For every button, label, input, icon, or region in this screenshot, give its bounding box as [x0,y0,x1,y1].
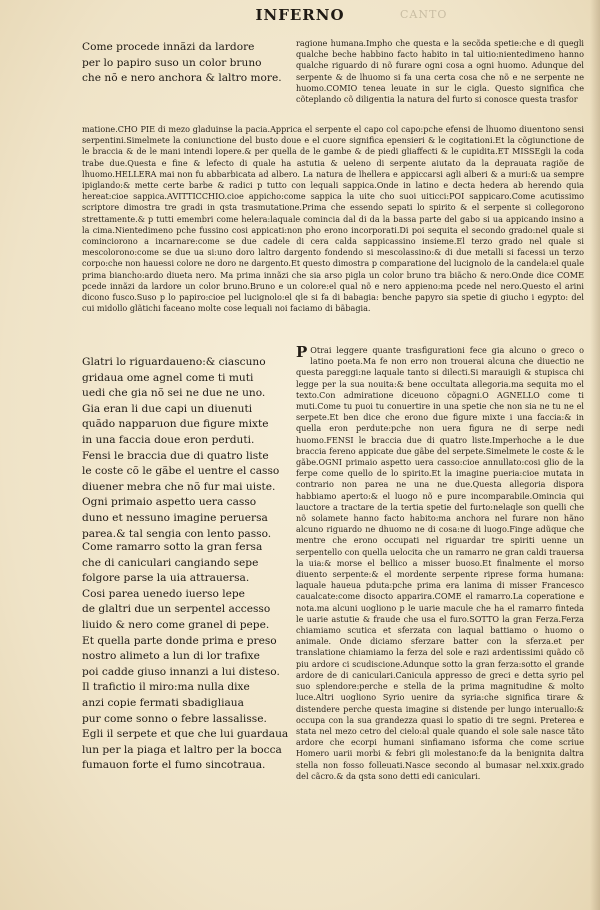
verse-line: le coste cõ le gãbe el uentre el casso [82,465,280,478]
verse-line: fumauon forte el fumo sincotraua. [82,759,266,772]
verse-line: liuido & nero come granel di pepe. [82,618,270,631]
verse-line: in una faccia doue eron perduti. [82,433,255,446]
verse-line: Come procede innãzi da lardore [82,41,255,53]
commentary-text: matione.CHO PIE di mezo gladuinse la pacia.Apprica el serpente el capo col capo:pche efensi de lhuomo diuentono sensi serpentini.Simelmete la coniunctione del busto doue e el cuore significa epensieri & le cogitationi.Et la cõgiunctione de le braccia & de le mani intendi lopere.& per quella de le gambe & de piedi gliaffecti & le cupidita.ET MISSEgli la coda trabe due.Questa e fine & lefecto di quale ha astutia & ueleno di serpente aiutato da la deprauata ragiõe de lhuomo.HELLERA mai non fu abbarbicata ad albero. La natura de lhellera e appiccarsi agli alberi & a muri:& ua sempre ipiglando:& mette certe barbe & radici p tutto con lequali sappica.Onde in latino e decta hedera ab herendo quia hereat:cioe sappica.AVITTICCHIO.cioe appicho:come sappica la uite cho suoi uiticci:POI sappicaro.Come acutissimo scriptore dimostra tre gradi in qsta trasmutatione.Prima che essendo sepati lo spirito & el serpente si collegorono strettamente.& p tutti emembri come helera:laquale comincia dal di da la bassa parte del gabo si ua appicando insino a la cima.Nientedimeno pche fussino cosi appicati:non pho erono incorporati.Di poi sequita el secondo grado:nel quale si cominciorono a incarnare:come se due cadele di cera calda sappicassino insieme.El terzo grado nel quale si mescolorono:come se due ua si:uno doro laltro dargento fondendo si mescolassino:& di due metalli si facessi un terzo corpo:che non hauessi colore ne doro ne dargento.Et questo dimostra p comparatione del lucignolo de la candela:el quale prima biancho:ardo diueta nero. Ma prima innãzi che sia arso pigla un color bruno tra biãcho & nero.Onde dice COME pcede innãzi da lardore un color bruno.Bruno e un colore:el qual nõ e nero appieno:ma pcede nel nero.Questo el arini dicono fusco.Suso p lo papiro:cioe pel lucignolo:el qle si fa di babagia: benche papyro sia spetie di giucho i egypto: del cui midollo glãtichi faceano molte cose lequali noi faciamo di bãbagia. [82,124,584,314]
page-edge-shadow [590,0,600,910]
bleed-through-text: CANTO [400,8,448,21]
verse-line: nostro alimeto a lun di lor trafixe [82,650,260,663]
verse-line: uedi che gia nõ sei ne due ne uno. [82,387,266,400]
verse-block-1 [82,40,292,87]
verse-line: per lo papiro suso un color bruno [82,56,262,69]
verse-line: Come ramarro sotto la gran fersa [82,541,263,553]
commentary-full-width [82,124,584,348]
page-title: INFERNO [255,6,345,24]
verse-line: pur come sonno o febre lassalisse. [82,712,267,725]
verse-line: Glatri lo riguardaueno:& ciascuno [82,356,266,368]
drop-initial: P [296,345,308,361]
verse-line: che nõ e nero anchora & laltro more. [82,72,282,85]
verse-line: Fensi le braccia due di quatro liste [82,449,269,462]
verse-line: Egli il serpete et que che lui guardaua [82,728,289,741]
verse-block-2 [82,355,292,542]
verse-line: anzi copie fermati sbadigliaua [82,696,244,709]
verse-line: lun per la piaga et laltro per la bocca [82,743,282,756]
verse-line: duno et nessuno imagine peruersa [82,511,268,524]
verse-line: Il trafictio il miro:ma nulla dixe [82,681,250,694]
commentary-text: ragione humana.Impho che questa e la secõda spetie:che e di quegli qualche beche habbino facto habito in tal uitio:nientedimeno hanno qualche riguardo di nõ furare ogni cosa a ogni huomo. Adunque del serpente & de lhuomo si fa una certa cosa che nõ e ne serpente ne huomo.COMIO tenea leuate in sur le cigla. Questo significa che cõteplando cõ diligentia la natura del furto si conosce questa trasfor [296,38,584,105]
verse-line: parea.& tal sengia con lento passo. [82,527,272,540]
verse-line: Cosi parea uenedo iuerso lepe [82,587,245,600]
verse-line: gridaua ome agnel come ti muti [82,371,254,384]
commentary-text: Otrai leggere quante trasfigurationi fece gia alcuno o greco o latino poeta.Ma fe non erro non trouerai alcuna che diuectio ne questa pareggi:ne laquale tanto si dilecti.Si marauigli & stupisca chi legge per la sua nouita:& bene occultata allegoria.ma sequita mo el texto.Con admiratione diceuono cõpagni.O AGNELLO come ti muti.Come tu puoi tu conuertire in una spetie che non sia ne tu ne el serpete.Et ben dice che erono due figure mixte i una faccia:& in quella eron perdute:pche non uera figura ne di serpe nedi huomo.FENSI le braccia due di quatro liste.Imperhoche a le due braccia fereno appicate due gãbe del serpete.Simelmete le coste & le gãbe.OGNI primaio aspetto uera casso:cioe annullato:cosi glio de la ferpe come quello de lo spirito.Et la imagine pueria:cioe mutata in contrario non parea ne una ne due.Questa allegoria dispora habbiamo aperto:& el luogo nõ e pure incomparabile.Omincia qui lauctore a tractare de la tertia spetie del furto:nelaqle son quelli che nõ solamete hanno facto habito:ma anchora nel furare non hãno alcuno riguardo ne dhuomo ne di cosa:ne di luogo.Finge adũque che mentre che erono occupati nel riguardar tre spiriti uenne un serpentello con quella uelocita che un ramarro ne gran caldi trauersa la uia:& morse el bellico a misser buoso.Et finalmente el morso diuento serpente:& el mordente serpente riprese forma humana: laquale haueua pduta:pche prima era lanima di misser Francesco caualcate:come disocto apparira.COME el ramarro.La coperatione e nota.ma alcuni uogliono p le uarie macule che ha el ramarro finteda le uarie astutie & fraude che usa el furo.SOTTO la gran Ferza.Ferza chiamiamo scutica et sferzata con laqual battiamo o huomo o animale. Onde diciamo sferzare batter con la sferza.et per translatione chiamiamo la ferza del sole e razi ardentissimi quãdo cõ piu ardore ci scudiscione.Adunque sotto la gran ferza:sotto el grande ardore de di caniculari.Canicula appresso de greci e detta syrio pel suo splendore:perche e stella de la prima magnitudine & molto luce.Altri uogliono Syrio uenire da syria:che significa tirare & distendere perche questa imagine si distende per lungo interuallo:& occupa con la sua grandezza quasi lo spatio di tre segni. Preterea e stata nel mezo cetro del cielo:al quale quando el sole sale nasce tãto ardore che ecorpi humani sinfiamano isforma che come scriue Homero uarii morbi & febri gli molestano:fe da la benignita daltra stella non fosso folleuati.Nasce secondo al bumasar nel.xxix.grado del cãcro.& da qsta sono detti edi caniculari. [296,345,584,781]
verse-block-3 [82,540,292,774]
verse-line: Ogni primaio aspetto uera casso [82,496,257,509]
verse-line: quãdo napparuon due figure mixte [82,418,269,431]
verse-line: Et quella parte donde prima e preso [82,634,277,647]
verse-line: poi cadde giuso innanzi a lui disteso. [82,665,280,678]
verse-line: de glaltri due un serpentel accesso [82,603,271,616]
verse-line: diuener mebra che nõ fur mai uiste. [82,480,276,493]
verse-line: folgore parse la uia attrauersa. [82,572,250,585]
commentary-top [296,38,584,126]
verse-line: Gia eran li due capi un diuenuti [82,402,253,415]
commentary-middle [296,345,584,895]
verse-line: che di caniculari cangiando sepe [82,556,259,569]
